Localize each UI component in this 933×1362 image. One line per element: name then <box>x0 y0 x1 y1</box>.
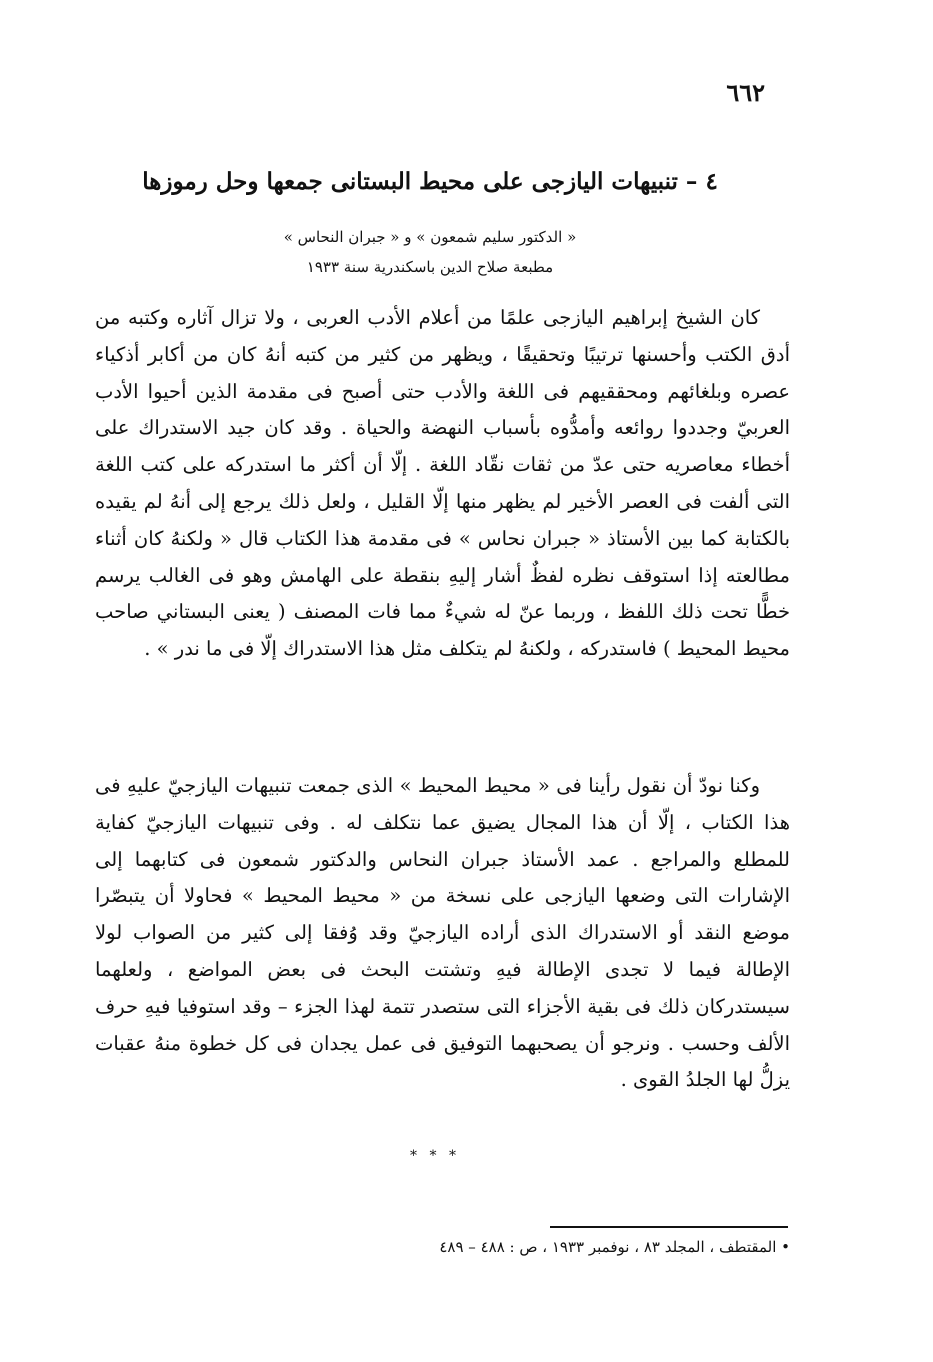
footnote-rule <box>550 1226 788 1228</box>
article-title: ٤ – تنبيهات اليازجى على محيط البستانى جمعها وحل رموزها <box>142 168 718 195</box>
paragraph-text: كان الشيخ إبراهيم اليازجى علمًا من أعلام الأدب العربى ، ولا تزال آثاره وكتبه من أدق الكتب وأحسنها ترتيبًا وتحقيقًا ، ويظهر من كثير من كتبه أنهُ كان من أكابر أذكياء عصره وبلغائهم ومحققيهم فى اللغة والأدب حتى أصبح فى مقدمة الذين أحيوا الأدب العربيّ وجددوا روائعه وأمدُّوه بأسباب النهضة والحياة . وقد كان جيد الاستدراك على أخطاء معاصريه حتى عدّ من ثقات نقّاد اللغة . إلّا أن أكثر ما استدركه على كتب اللغة التى ألفت فى العصر الأخير لم يظهر منها إلّا القليل ، ولعل ذلك يرجع إلى أنهُ لم يقيده بالكتابة كما بين الأستاذ « جبران نحاس » فى مقدمة هذا الكتاب قال « ولكنهُ كان أثناء مطالعته إذا استوقف نظره لفظٌ أشار إليهِ بنقطة على الهامش وهو فى الغالب يرسم خطًّا تحت ذلك اللفظ ، وربما عنّ له شيءٌ مما فات المصنف ( يعنى البستاني صاحب محيط المحيط ) فاستدركه ، ولكنهُ لم يتكلف مثل هذا الاستدراك إلّا فى ما ندر » . <box>95 306 790 661</box>
page-number: ٦٦٢ <box>726 78 765 107</box>
body-paragraph-2 <box>95 768 790 1099</box>
body-paragraph-1 <box>95 300 790 668</box>
footnote: • المقتطف ، المجلد ٨٣ ، نوفمبر ١٩٣٣ ، ص : ٤٨٨ – ٤٨٩ <box>439 1238 790 1256</box>
publisher-line: مطبعة صلاح الدين باسكندرية سنة ١٩٣٣ <box>306 258 554 276</box>
authors-line: « الدكتور سليم شمعون » و « جبران النحاس » <box>283 228 577 246</box>
paragraph-text: وكنا نودّ أن نقول رأينا فى « محيط المحيط » الذى جمعت تنبيهات اليازجيّ عليهِ فى هذا الكتاب ، إلّا أن هذا المجال يضيق عما نتكلف له . وفى تنبيهات اليازجيّ كفاية للمطلع والمراجع . عمد الأستاذ جبران النحاس والدكتور شمعون فى كتابهما إلى الإشارات التى وضعها اليازجى على نسخة من « محيط المحيط » فحاولا أن يتبصّرا موضع النقد أو الاستدراك الذى أراده اليازجيّ وقد وُفقا إلى كثير من الصواب لولا الإطالة فيما لا تجدى الإطالة فيهِ وتشتت البحث فى بعض المواضع ، ولعلهما سيستدركان ذلك فى بقية الأجزاء التى ستصدر تتمة لهذا الجزء – وقد استوفيا فيهِ حرف الألف وحسب . ونرجو أن يصحبهما التوفيق فى عمل يجدان فى كل خطوة منهُ عقبات يزلُّ لها الجلدُ القوى . <box>95 774 790 1092</box>
section-separator: * * * <box>410 1148 460 1164</box>
